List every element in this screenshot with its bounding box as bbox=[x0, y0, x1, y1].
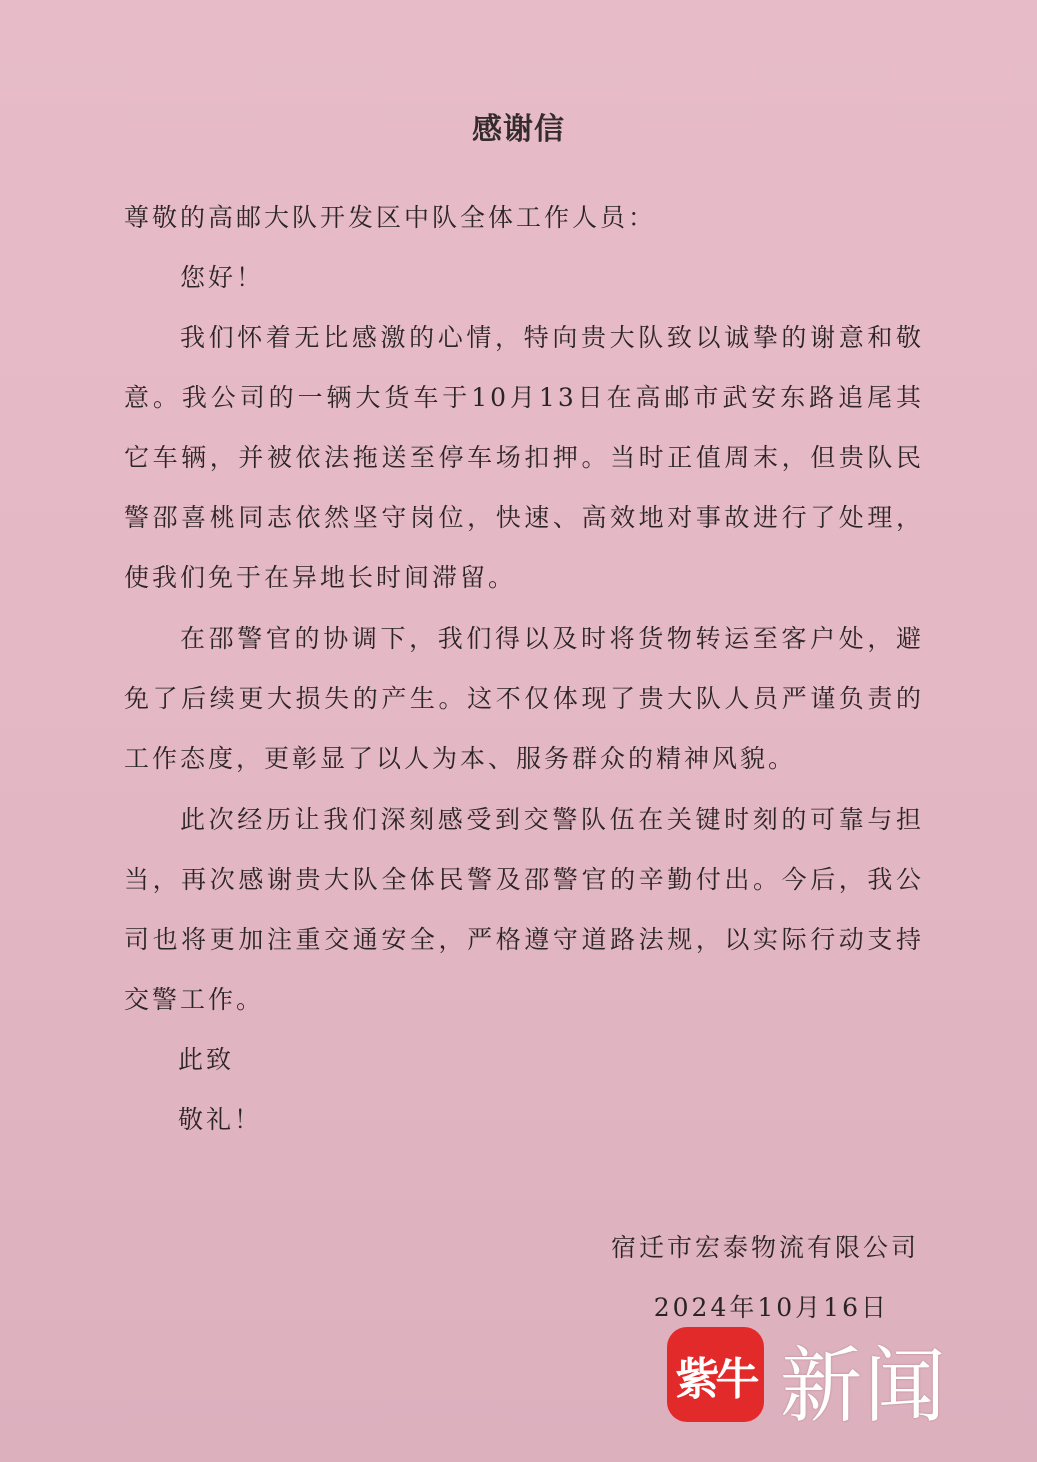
letter-title: 感谢信 bbox=[472, 112, 565, 147]
paragraph-2: 在邵警官的协调下，我们得以及时将货物转运至客户处，避免了后续更大损失的产生。这不仅体现了贵大队人员严谨负责的工作态度，更彰显了以人为本、服务群众的精神风貌。 bbox=[124, 624, 924, 773]
brand-wordmark: 新闻 bbox=[780, 1339, 949, 1434]
closing-line-1: 此致 bbox=[178, 1045, 235, 1074]
salutation: 尊敬的高邮大队开发区中队全体工作人员： bbox=[124, 203, 657, 232]
signer-company: 宿迁市宏泰物流有限公司 bbox=[610, 1233, 919, 1262]
paragraph-3: 此次经历让我们深刻感受到交警队伍在关键时刻的可靠与担当，再次感谢贵大队全体民警及邵警官的辛勤付出。今后，我公司也将更加注重交通安全，严格遵守道路法规，以实际行动支持交警工作。 bbox=[124, 805, 924, 1014]
watermark-logo bbox=[667, 1327, 967, 1434]
paragraph-1: 我们怀着无比感激的心情，特向贵大队致以诚挚的谢意和敬意。我公司的一辆大货车于10月13日在高邮市武安东路追尾其它车辆，并被依法拖送至停车场扣押。当时正值周末，但贵队民警邵喜桃同志依然坚守岗位，快速、高效地对事故进行了处理，使我们免于在异地长时间滞留。 bbox=[124, 323, 924, 592]
greeting: 您好！ bbox=[180, 263, 265, 292]
brand-badge-icon: 紫牛 bbox=[667, 1327, 764, 1422]
closing-line-2: 敬礼！ bbox=[178, 1105, 263, 1134]
letter-date: 2024年10月16日 bbox=[653, 1293, 889, 1322]
